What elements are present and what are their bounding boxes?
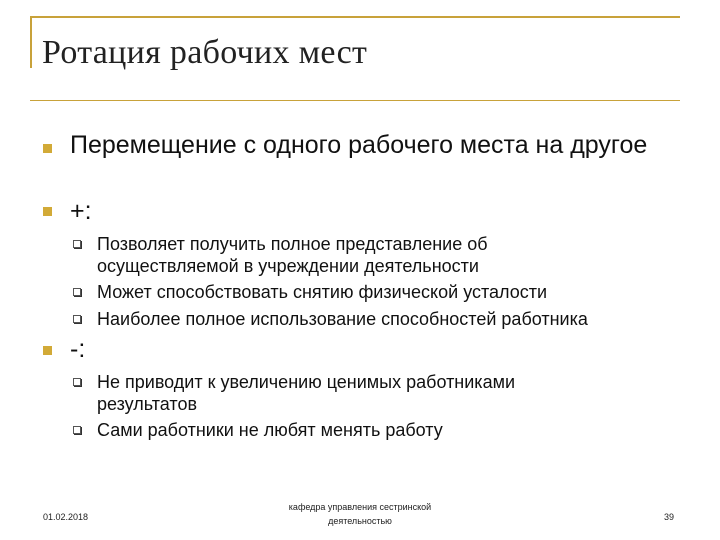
list-item: -: (70, 335, 86, 363)
sub-bullet-icon (73, 426, 81, 434)
footer-date: 01.02.2018 (43, 512, 89, 522)
frame-top-line (30, 16, 680, 18)
sub-list-item: Сами работники не любят менять работу (97, 420, 443, 440)
page-number: 39 (664, 512, 675, 522)
list-item: +: (70, 197, 92, 225)
frame-left-line (30, 16, 32, 68)
sub-list-item: Позволяет получить полное представление об осуществляемой в учреждении деятельности (97, 234, 488, 276)
bullet-square (43, 144, 52, 153)
sub-bullet-icon (73, 288, 81, 296)
sub-bullet-icon (73, 240, 81, 248)
sub-bullet-icon (73, 378, 81, 386)
list-item: Перемещение с одного рабочего места на другое (70, 131, 648, 159)
sub-bullet-icon (73, 315, 81, 323)
slide-title: Ротация рабочих мест (42, 34, 368, 71)
sub-list-item: Наиболее полное использование способностей работника (97, 309, 588, 329)
sub-list-item: Не приводит к увеличению ценимых работниками результатов (97, 372, 516, 414)
sub-list-item: Может способствовать снятию физической усталости (97, 282, 548, 302)
bullet-square (43, 207, 52, 216)
bullet-square (43, 346, 52, 355)
footer-department: кафедра управления сестринской деятельностью (288, 502, 432, 526)
title-rule (30, 100, 680, 101)
